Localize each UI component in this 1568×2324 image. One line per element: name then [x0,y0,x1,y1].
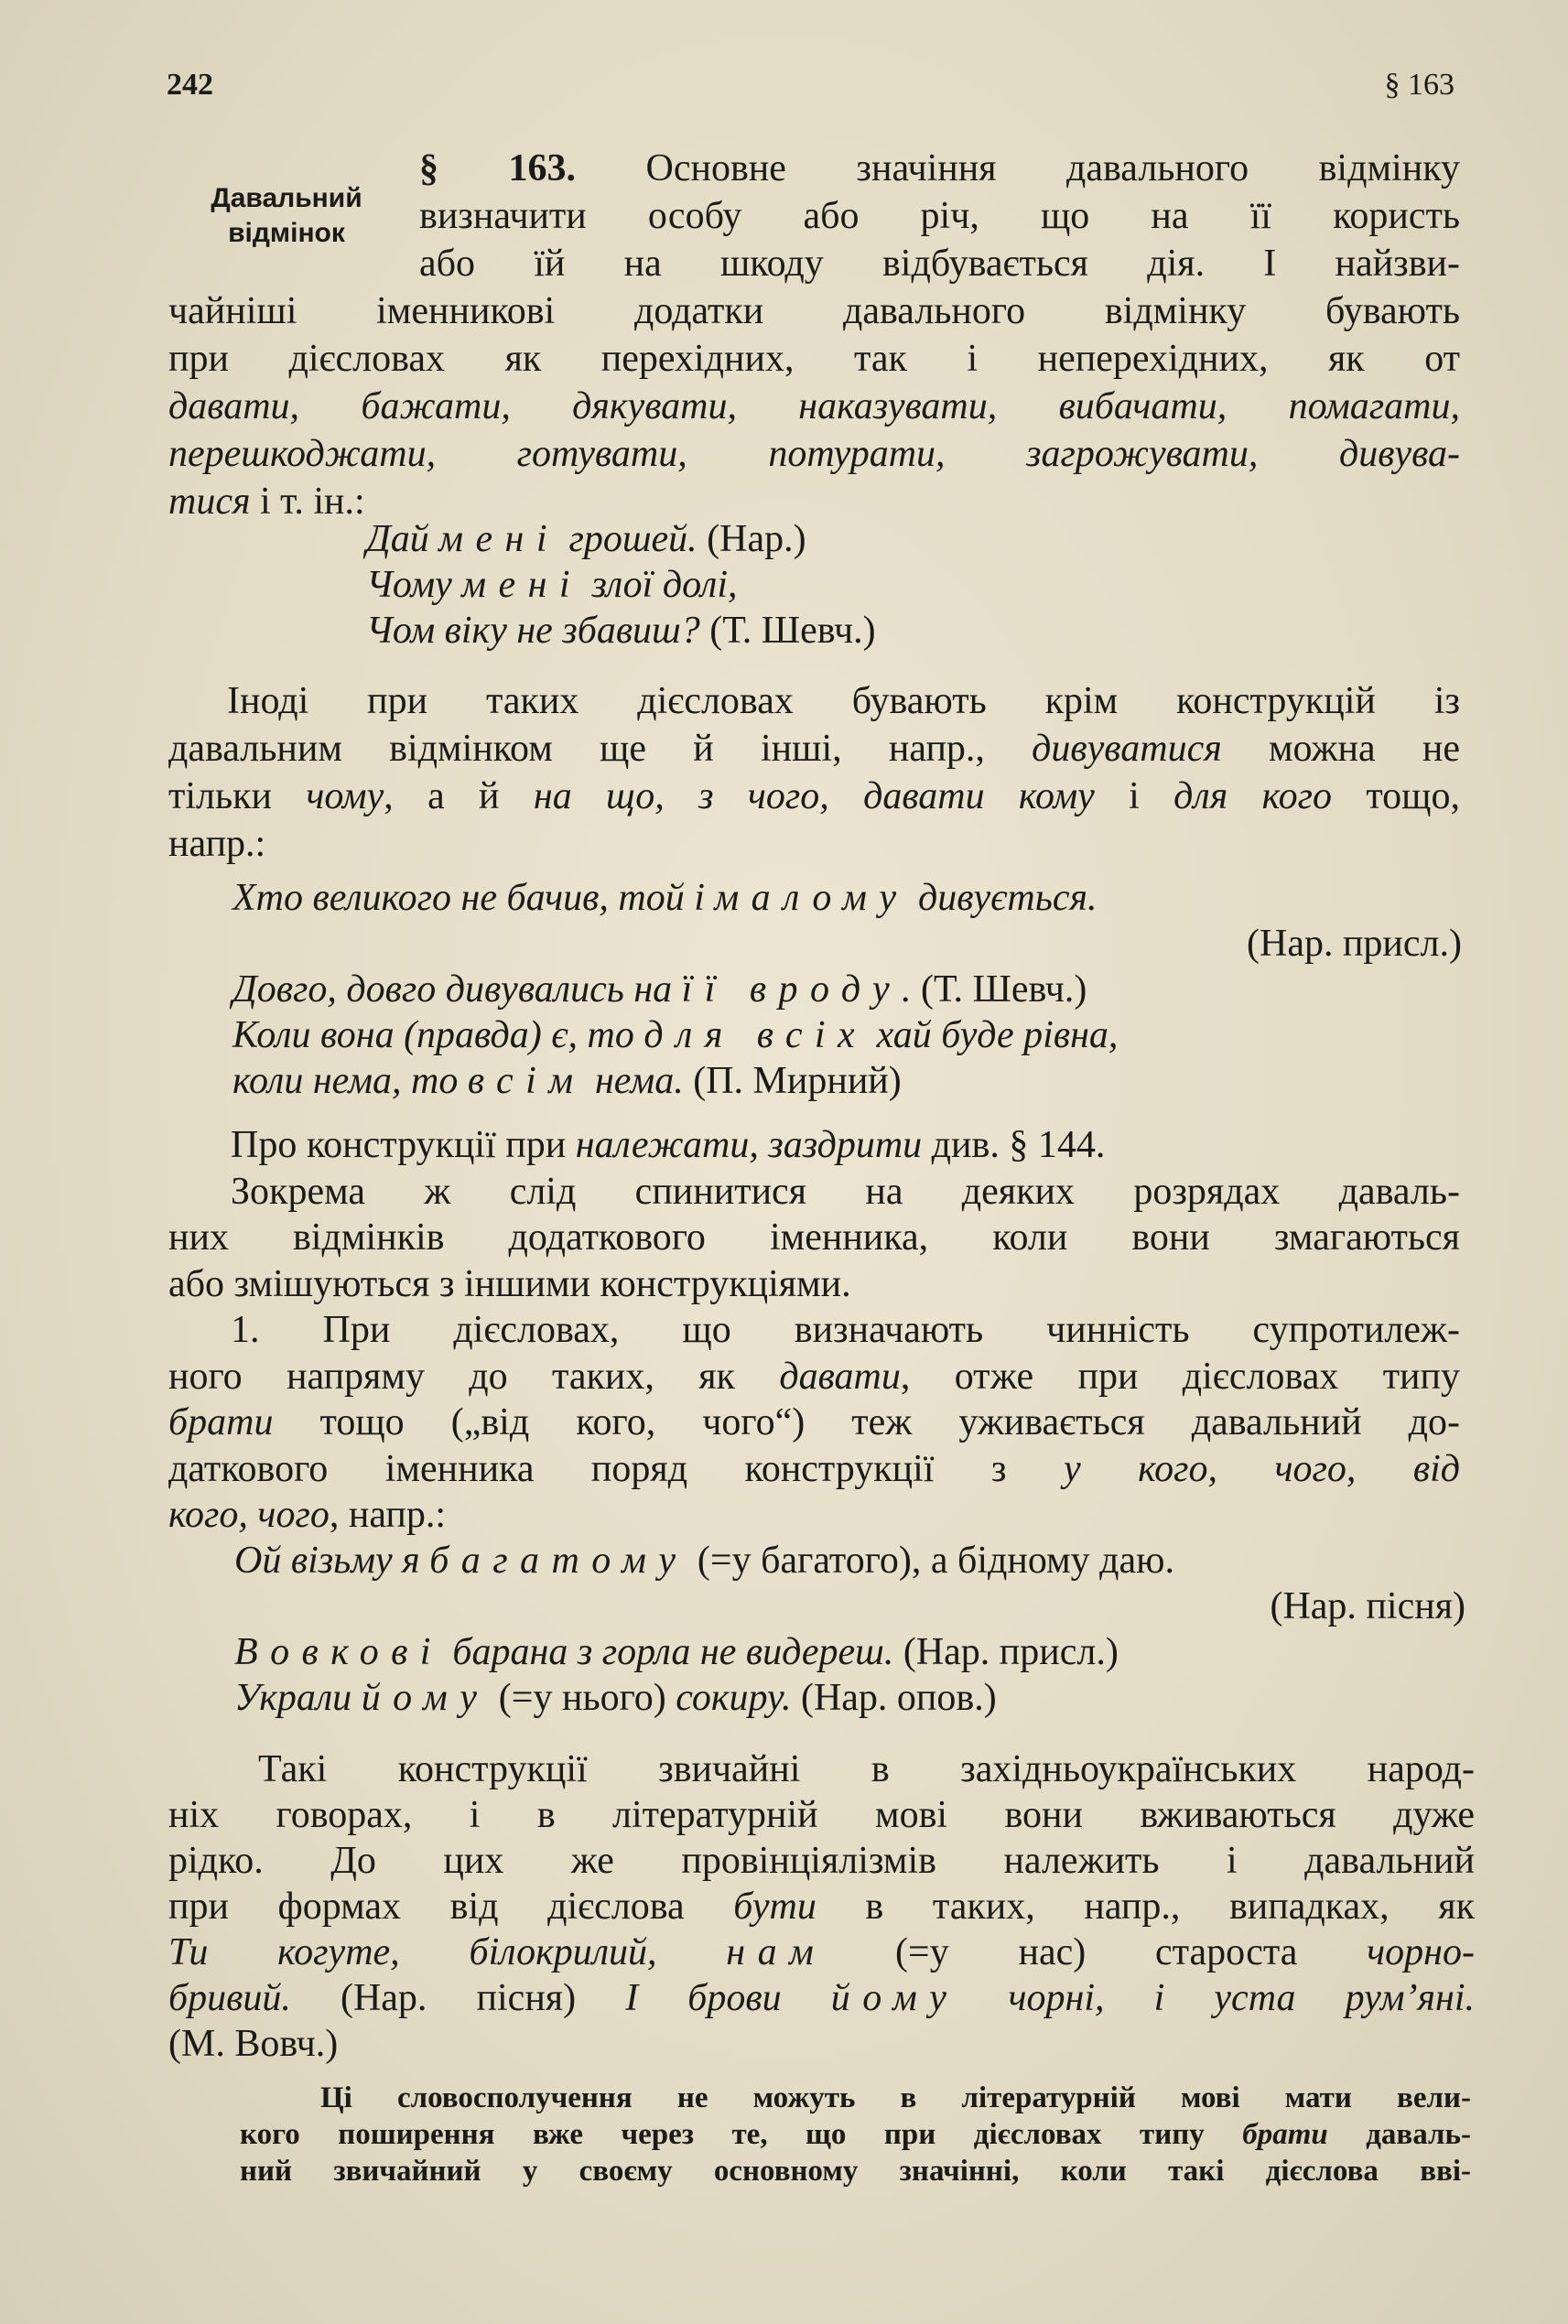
text-line: при дієсловах як перехідних, так і неперехідних, як от [168,338,1460,380]
text-line: визначити особу або річ, що на її користь [419,195,1460,237]
text-line: ніх говорах, і в літературній мові вони вживаються дуже [168,1794,1475,1836]
text-line: 1. При дієсловах, що визначають чинність супротилеж- [231,1309,1460,1351]
quote-block [234,1538,1465,1721]
text-line: тільки чому, а й на що, з чого, давати кому і для кого тощо, [168,775,1461,817]
quote-block [232,875,1462,1104]
page-number: 242 [167,68,213,102]
text-line: тися і т. ін.: [168,481,365,523]
text-line: ного напряму до таких, як давати, отже при дієсловах типу [168,1355,1461,1398]
quote-line: Чому мені злої долі, [366,564,738,606]
quote-source: (Нар. пісня) [1270,1585,1465,1627]
text-line: давати, бажати, дякувати, наказувати, вибачати, помагати, [168,385,1460,427]
side-heading-line: відмінок [228,218,345,248]
text-line: Такі конструкції звичайні в західньоукраїнських народ- [258,1748,1475,1790]
small-print-note [240,2080,1471,2189]
quote-line: Ой візьму я багатому (=у багатого), а бідному даю. [234,1540,1175,1582]
quote-line: коли нема, то всім нема. (П. Мирний) [232,1060,902,1102]
quote-line: Чом віку не збавиш? (Т. Шевч.) [366,610,876,652]
quote-line: Хто великого не бачив, той і малому дивується. [232,877,1098,919]
text-line: чайніші іменникові додатки давального відмінку бувають [168,290,1460,332]
quote-line: Довго, довго дивувались на її вроду. (Т. Шевч.) [232,968,1087,1011]
quote-line: Вовкові барана з горла не видереш. (Нар. присл.) [234,1631,1119,1673]
quote-source: (Нар. присл.) [1247,923,1462,965]
text-line: кого, чого, напр.: [168,1494,447,1536]
text-line: або змішуються з іншими конструкціями. [168,1262,851,1305]
text-line: бривий. (Нар. пісня) І брови йому чорні, і уста рум’яні. [168,1977,1476,2019]
text-line: рідко. До цих же провінціялізмів належить і давальний [168,1840,1475,1882]
side-heading-line: Давальний [211,183,362,213]
page-header [167,68,1454,113]
quote-block [366,516,1460,654]
text-line: ний звичайний у своєму основному значінні, коли такі дієслова вві- [240,2155,1471,2188]
quote-line: Коли вона (правда) є, то для всіх хай буде рівна, [232,1014,1119,1056]
text-line: брати тощо („від кого, чого“) теж уживається давальний до- [168,1401,1460,1443]
paragraph [168,1122,1460,1539]
paragraph-intro [168,145,1460,525]
text-line: кого поширення вже через те, що при дієсловах типу брати даваль- [240,2118,1471,2151]
paragraph [168,677,1460,868]
quote-line: Дай мені грошей. (Нар.) [366,518,806,560]
text-line: даткового іменника поряд конструкції з у кого, чого, від [168,1447,1460,1490]
text-line: Іноді при таких дієсловах бувають крім конструкцій із [227,680,1460,722]
section-number: § 163. [419,147,577,189]
running-section: § 163 [1384,68,1454,102]
quote-line: Украли йому (=у нього) сокиру. (Нар. опов.) [234,1677,997,1719]
text-line: Ти когуте, білокрилий, нам (=у нас) староста чорно- [168,1931,1476,1973]
text-line: Про конструкції при належати, заздрити див. § 144. [231,1124,1106,1166]
text-line: або їй на шкоду відбувається дія. І найзви- [419,243,1460,285]
text-line: § 163. Основне значіння давального відмінку [419,147,1461,189]
paragraph [168,1746,1475,2067]
text-line: Ці словосполучення не можуть в літературній мові мати вели- [320,2081,1471,2114]
text-line: давальним відмінком ще й інші, напр., дивуватися можна не [168,728,1460,770]
text-line: Зокрема ж слід спинитися на деяких розрядах даваль- [231,1170,1460,1213]
text-line: них відмінків додаткового іменника, коли вони змагаються [168,1216,1460,1259]
text-line: (М. Вовч.) [168,2023,339,2065]
text-line: перешкоджати, готувати, потурати, загрожувати, дивува- [168,433,1460,475]
text-line: напр.: [168,823,266,865]
text-line: при формах від дієслова бути в таких, напр., випадках, як [168,1886,1475,1928]
